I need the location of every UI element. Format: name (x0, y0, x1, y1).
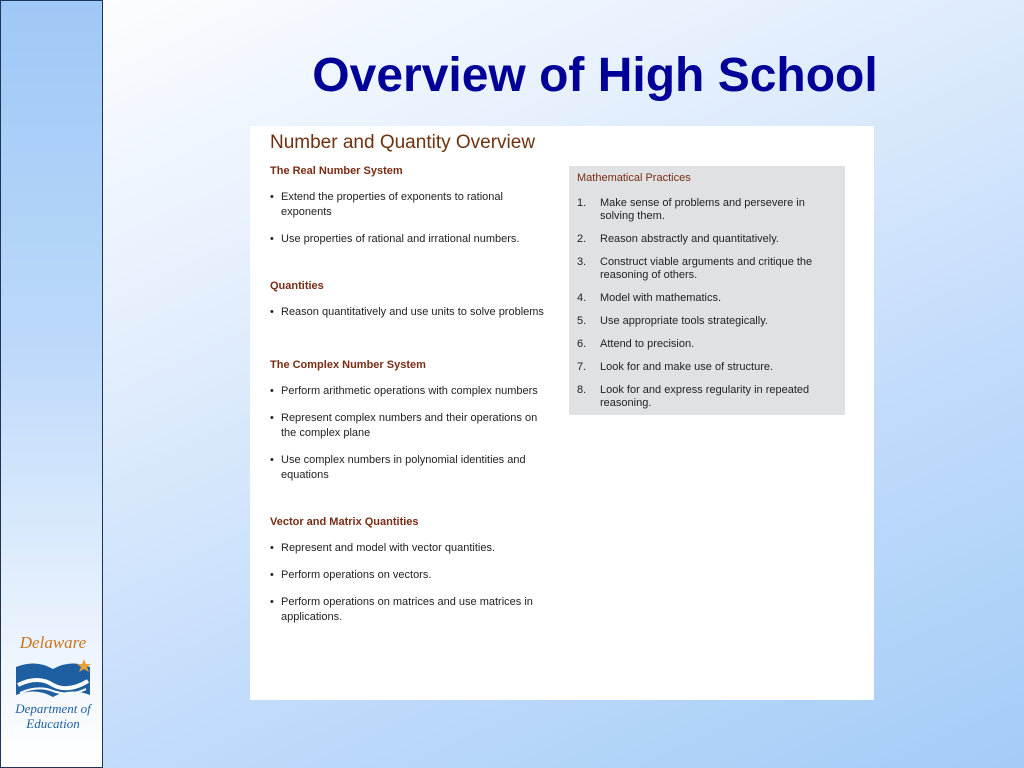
list-item: • Use properties of rational and irrational numbers. (270, 232, 550, 247)
section-heading: Quantities (270, 280, 324, 292)
delaware-doe-logo (9, 633, 97, 741)
list-item (577, 292, 837, 305)
slide-title: Overview of High School (312, 49, 878, 102)
item-text: Make sense of problems and persevere in solving them. (600, 197, 805, 222)
item-text: Look for and make use of structure. (600, 361, 774, 373)
list-item (577, 197, 837, 223)
item-number: 4. (577, 292, 587, 304)
item-text: Look for and express regularity in repeated reasoning. (600, 384, 810, 409)
list-item: • Perform arithmetic operations with complex numbers (270, 384, 550, 399)
item-text: Use appropriate tools strategically. (600, 315, 768, 327)
list-item: • Represent complex numbers and their operations on the complex plane (270, 411, 550, 441)
logo-top-text: Delaware (19, 633, 87, 652)
item-text: Construct viable arguments and critique the reasoning of others. (600, 256, 813, 281)
book-river-icon (12, 655, 94, 701)
bullet-list (270, 190, 550, 247)
item-number: 6. (577, 338, 587, 350)
domains-column (270, 164, 550, 637)
item-number: 2. (577, 233, 587, 245)
practices-heading: Mathematical Practices (577, 172, 691, 184)
item-number: 1. (577, 197, 587, 209)
bullet-list (270, 541, 550, 625)
list-item: • Reason quantitatively and use units to solve problems (270, 305, 550, 320)
section-heading: Vector and Matrix Quantities (270, 516, 419, 528)
list-item: • Perform operations on matrices and use matrices in applications. (270, 595, 550, 625)
section-vector-matrix-quantities (270, 515, 550, 625)
section-complex-number-system (270, 358, 550, 483)
item-number: 3. (577, 256, 587, 268)
list-item: • Represent and model with vector quantities. (270, 541, 550, 556)
list-item (577, 315, 837, 328)
list-item: • Use complex numbers in polynomial identities and equations (270, 453, 550, 483)
section-heading: The Complex Number System (270, 359, 426, 371)
document-title: Number and Quantity Overview (270, 132, 536, 153)
list-item: • Extend the properties of exponents to rational exponents (270, 190, 550, 220)
item-number: 7. (577, 361, 587, 373)
list-item (577, 256, 837, 282)
list-item (577, 384, 837, 410)
item-text: Reason abstractly and quantitatively. (600, 233, 779, 245)
bullet-list (270, 384, 550, 483)
section-real-number-system (270, 164, 550, 247)
list-item (577, 338, 837, 351)
item-text: Model with mathematics. (600, 292, 722, 304)
item-number: 5. (577, 315, 587, 327)
list-item (577, 233, 837, 246)
section-heading: The Real Number System (270, 165, 403, 177)
document-image (250, 126, 874, 700)
list-item: • Perform operations on vectors. (270, 568, 550, 583)
item-number: 8. (577, 384, 587, 396)
bullet-list (270, 305, 550, 320)
mathematical-practices-box (569, 166, 845, 415)
logo-bottom-text: Department of Education (15, 701, 91, 731)
item-text: Attend to precision. (600, 338, 695, 350)
list-item (577, 361, 837, 374)
section-quantities (270, 279, 550, 320)
practices-list (577, 197, 837, 410)
left-sidebar (0, 0, 103, 768)
